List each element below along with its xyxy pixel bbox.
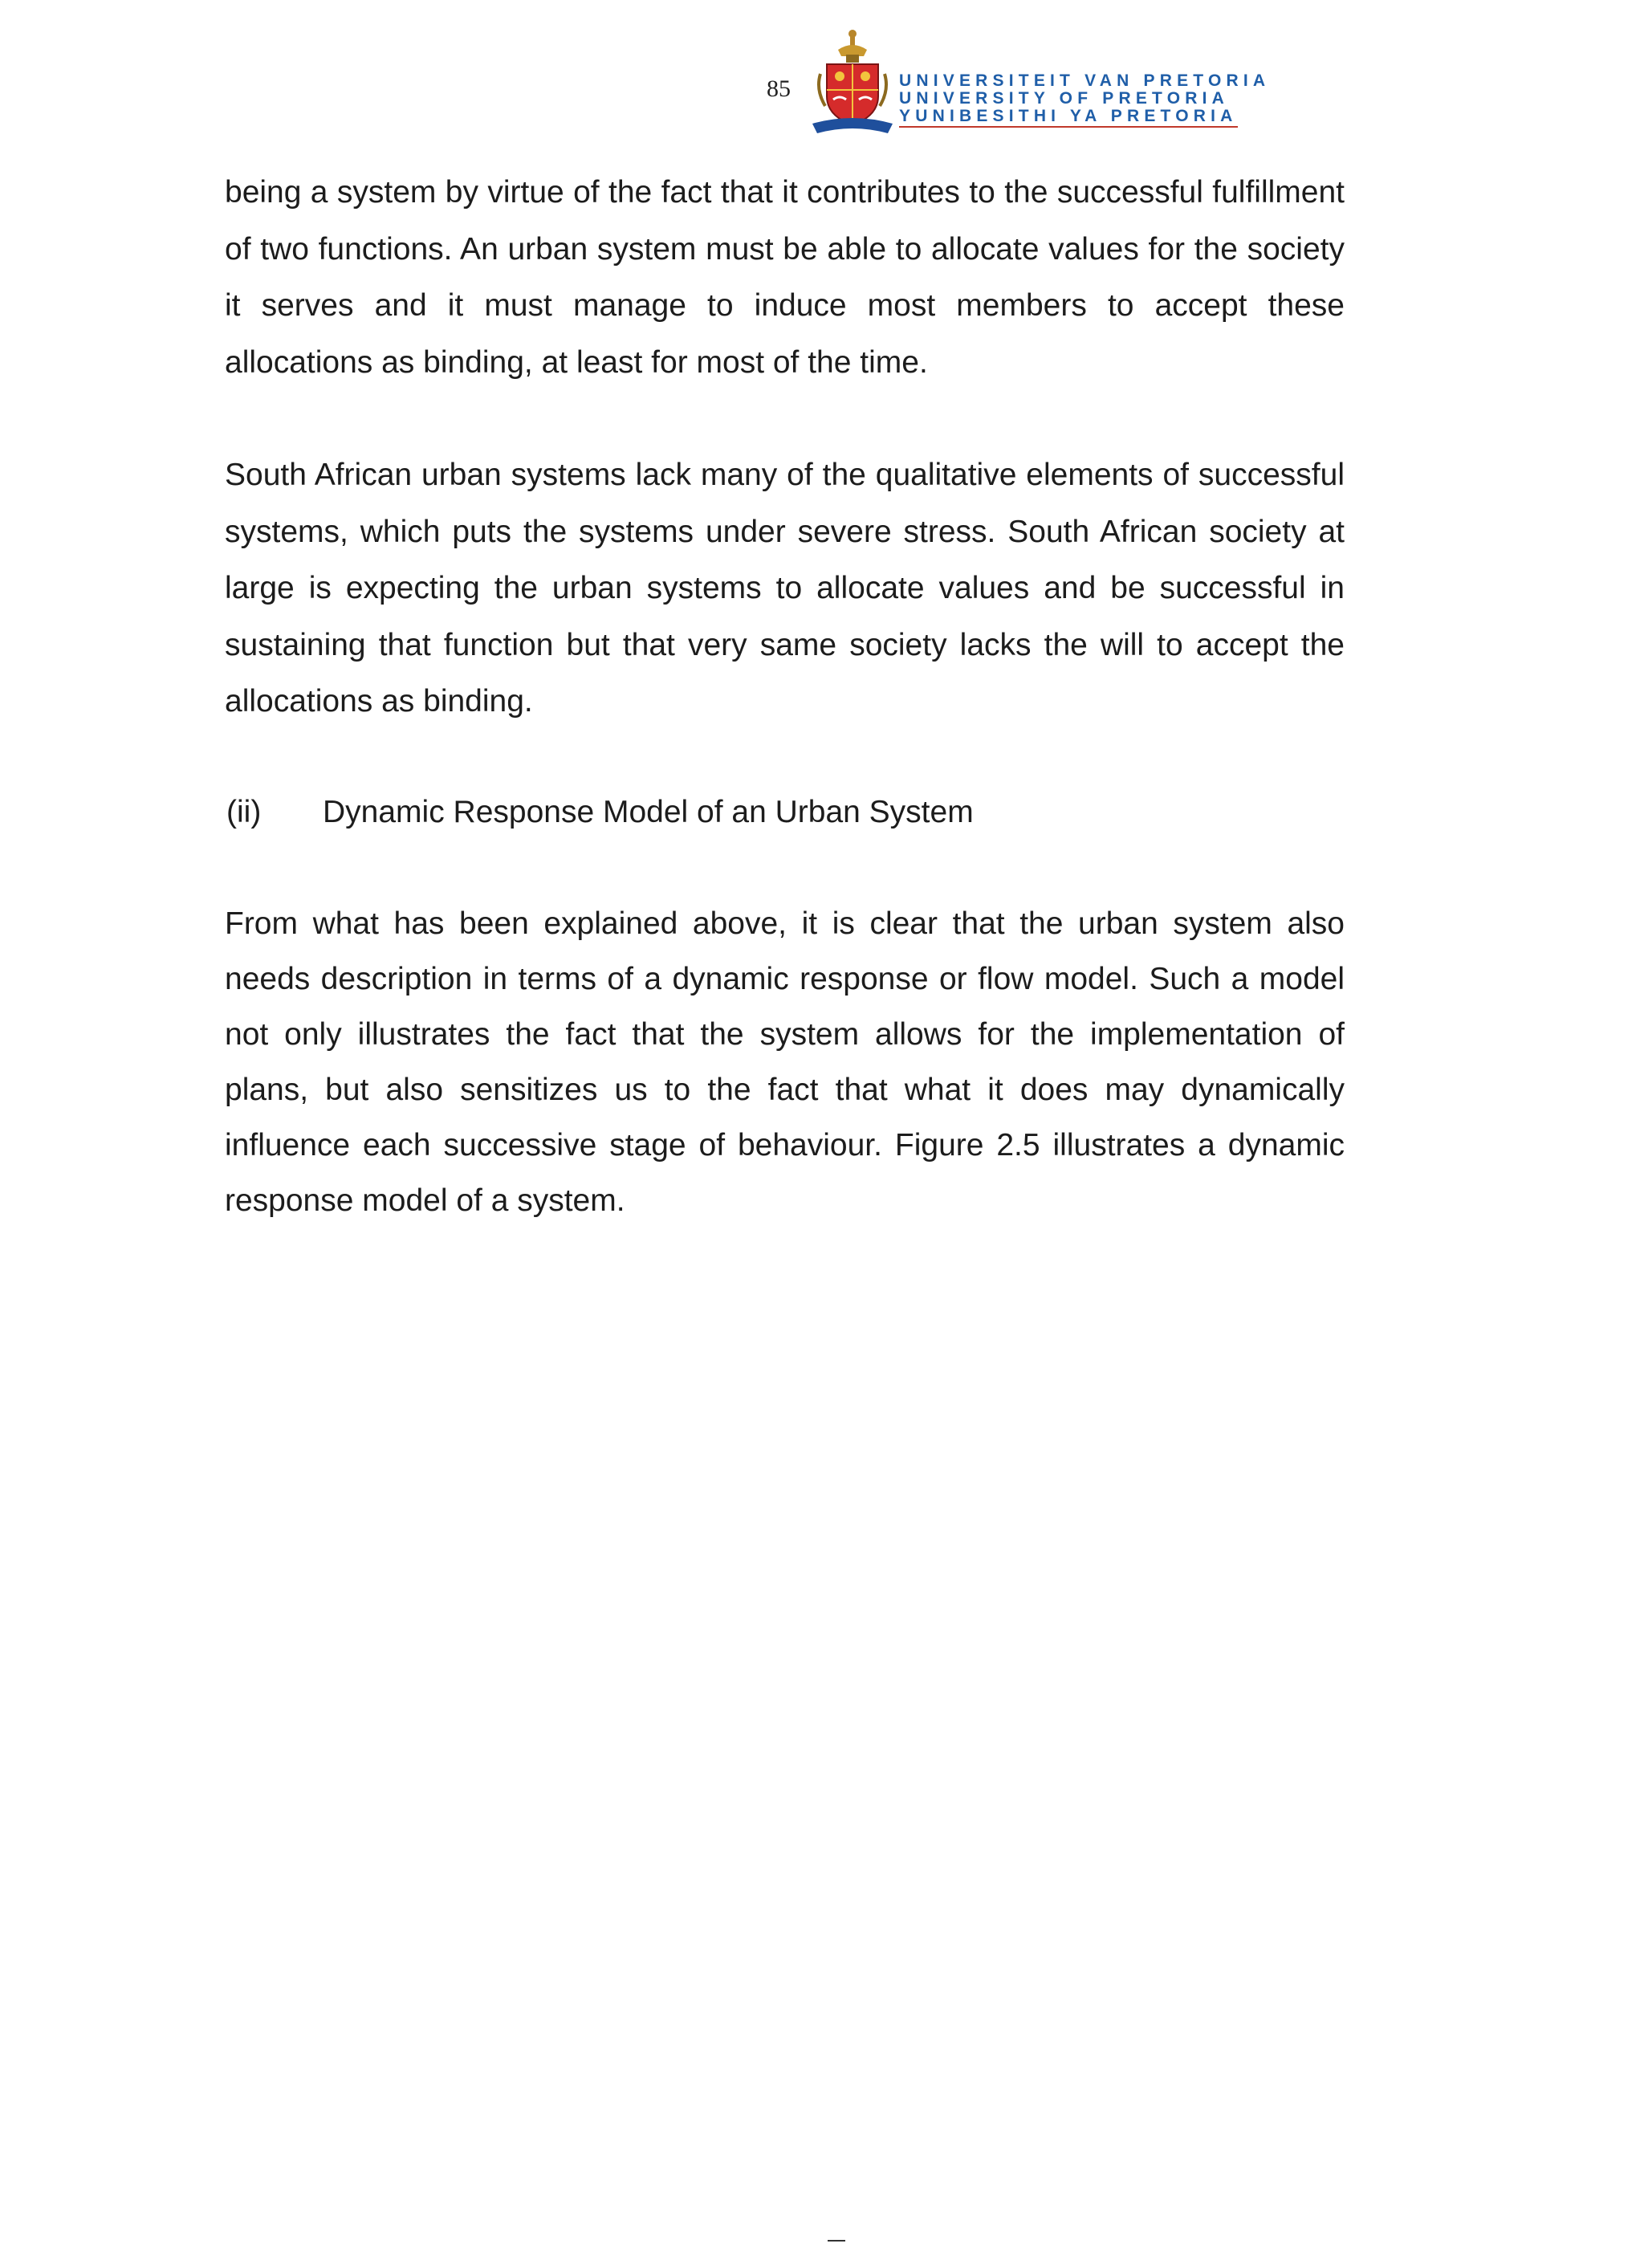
section-heading-title: Dynamic Response Model of an Urban System xyxy=(323,795,974,829)
section-heading-number: (ii) xyxy=(226,795,262,829)
page-header xyxy=(0,0,1644,145)
page-number: 85 xyxy=(767,75,791,102)
paragraph-2: South African urban systems lack many of the qualitative elements of successful systems, which puts the systems under severe stress. South African society at large is expecting the urban systems to allocate values and be successful in sustaining that function but that very same society lacks the will to accept the allocations as binding. xyxy=(225,458,1345,719)
university-crest-icon xyxy=(809,26,896,138)
paragraph-3: From what has been explained above, it is clear that the urban system also needs description in terms of a dynamic response or flow model. Such a model not only illustrates the fact that the system allows for the implementation of plans, but also sensitizes us to the fact that what it does may dynamically influence each successive stage of behaviour. Figure 2.5 illustrates a dynamic response model of a system. xyxy=(225,906,1345,1218)
university-name-afrikaans: UNIVERSITEIT VAN PRETORIA xyxy=(899,71,1271,90)
university-name-block xyxy=(899,72,1270,128)
university-name-english: UNIVERSITY OF PRETORIA xyxy=(899,89,1229,108)
paragraph-1: being a system by virtue of the fact that it contributes to the successful fulfillment of two functions. An urban system must be able to allocate values for the society it serves and it must manage to induce most members to accept these allocations as binding, at least for most of the time. xyxy=(225,175,1345,380)
university-name-sepedi: YUNIBESITHI YA PRETORIA xyxy=(899,108,1238,128)
section-heading xyxy=(226,784,974,841)
footer-mark xyxy=(828,2240,845,2242)
